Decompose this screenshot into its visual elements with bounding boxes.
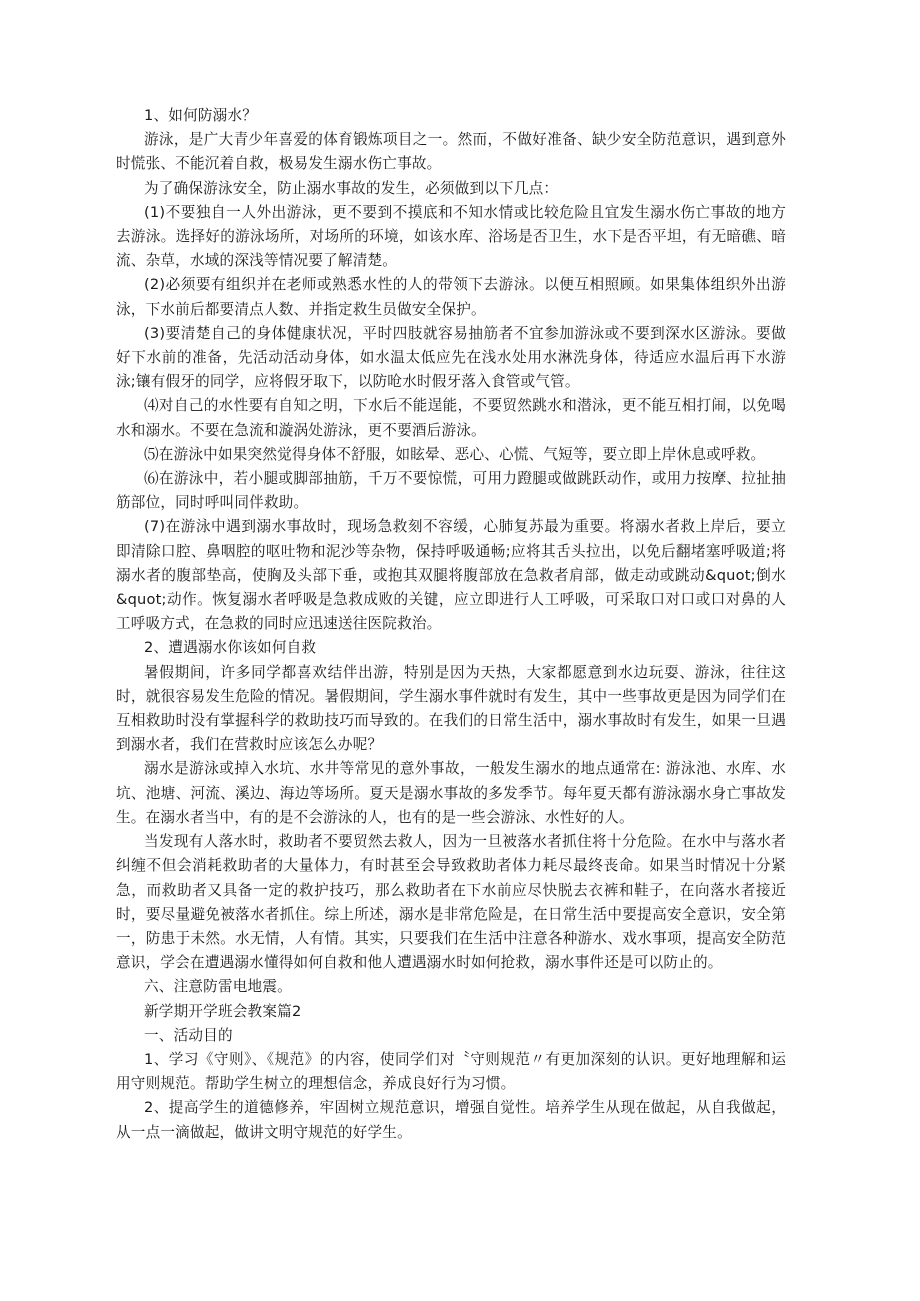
section-heading: 六、注意防雷电地震。	[144, 978, 292, 996]
paragraph: 溺水是游泳或掉入水坑、水井等常见的意外事故，一般发生溺水的地点通常在: 游泳池、水库、水坑、池塘、河流、溪边、海边等场所。夏天是溺水事故的多发季节。每年夏天都有游泳溺水身亡事故发生。在溺水者当中，有的是不会游泳的人，也有的是一些会游泳、水性好的人。	[116, 760, 786, 826]
list-item: 2、提高学生的道德修养，牢固树立规范意识，增强自觉性。培养学生从现在做起，从自我做起，从一点一滴做起，做讲文明守规范的好学生。	[116, 1099, 786, 1141]
paragraph: 暑假期间，许多同学都喜欢结伴出游，特别是因为天热，大家都愿意到水边玩耍、游泳，往往这时，就很容易发生危险的情况。暑假期间，学生溺水事件就时有发生，其中一些事故更是因为同学们在互相救助时没有掌握科学的救助技巧而导致的。在我们的日常生活中，溺水事故时有发生，如果一旦遇到溺水者，我们在营救时应该怎么办呢？	[116, 663, 786, 754]
paragraph: 当发现有人落水时，救助者不要贸然去救人，因为一旦被落水者抓住将十分危险。在水中与落水者纠缠不但会消耗救助者的大量体力，有时甚至会导致救助者体力耗尽最终丧命。如果当时情况十分紧急，而救助者又具备一定的救护技巧，那么救助者在下水前应尽快脱去衣裤和鞋子，在向落水者接近时，要尽量避免被落水者抓住。综上所述，溺水是非常危险是，在日常生活中要提高安全意识，安全第一，防患于未然。水无情，人有情。其实，只要我们在生活中注意各种游水、戏水事项，提高安全防范意识，学会在遭遇溺水懂得如何自救和他人遭遇溺水时如何抢救，溺水事件还是可以防止的。	[116, 833, 786, 972]
list-item: (7)在游泳中遇到溺水事故时，现场急救刻不容缓，心肺复苏最为重要。将溺水者救上岸后，要立即清除口腔、鼻咽腔的呕吐物和泥沙等杂物，保持呼吸通畅;应将其舌头拉出，以免后翻堵塞呼吸道;将溺水者的腹部垫高，使胸及头部下垂，或抱其双腿将腹部放在急救者肩部，做走动或跳动&quot;倒水&quot;动作。恢复溺水者呼吸是急救成败的关键，应立即进行人工呼吸，可采取口对口或口对鼻的人工呼吸方式，在急救的同时应迅速送往医院救治。	[116, 518, 786, 633]
list-item: ⑸在游泳中如果突然觉得身体不舒服，如眩晕、恶心、心慌、气短等，要立即上岸休息或呼救。	[144, 445, 766, 463]
list-item: (1)不要独自一人外出游泳，更不要到不摸底和不知水情或比较危险且宜发生溺水伤亡事故的地方去游泳。选择好的游泳场所，对场所的环境，如该水库、浴场是否卫生，水下是否平坦，有无暗礁、暗流、杂草，水域的深浅等情况要了解清楚。	[116, 203, 786, 270]
list-item: (2)必须要有组织并在老师或熟悉水性的人的带领下去游泳。以便互相照顾。如果集体组织外出游泳，下水前后都要清点人数、并指定救生员做安全保护。	[116, 276, 786, 318]
list-item: (3)要清楚自己的身体健康状况，平时四肢就容易抽筋者不宜参加游泳或不要到深水区游泳。要做好下水前的准备，先活动活动身体，如水温太低应先在浅水处用水淋洗身体，待适应水温后再下水游泳;镶有假牙的同学，应将假牙取下，以防呛水时假牙落入食管或气管。	[116, 324, 786, 391]
document-title: 新学期开学班会教案篇2	[144, 1002, 302, 1020]
paragraph: 为了确保游泳安全，防止溺水事故的发生，必须做到以下几点：	[144, 179, 559, 197]
list-item: 1、学习《守则》、《规范》的内容，使同学们对〝守则规范〃有更加深刻的认识。更好地理解和运用守则规范。帮助学生树立的理想信念，养成良好行为习惯。	[116, 1050, 786, 1093]
paragraph: 游泳，是广大青少年喜爱的体育锻炼项目之一。然而，不做好准备、缺少安全防范意识，遇到意外时慌张、不能沉着自救，极易发生溺水伤亡事故。	[116, 131, 786, 173]
section-heading: 一、活动目的	[144, 1026, 233, 1044]
section-heading: 2、遭遇溺水你该如何自救	[144, 639, 317, 657]
list-item: ⑹在游泳中，若小腿或脚部抽筋，千万不要惊慌，可用力蹬腿或做跳跃动作，或用力按摩、拉扯抽筋部位，同时呼叫同伴救助。	[116, 470, 786, 512]
list-item: ⑷对自己的水性要有自知之明，下水后不能逞能，不要贸然跳水和潜泳，更不能互相打闹，以免喝水和溺水。不要在急流和漩涡处游泳，更不要酒后游泳。	[116, 397, 786, 439]
section-heading: 1、如何防溺水？	[144, 107, 258, 124]
document-body	[116, 104, 786, 1145]
